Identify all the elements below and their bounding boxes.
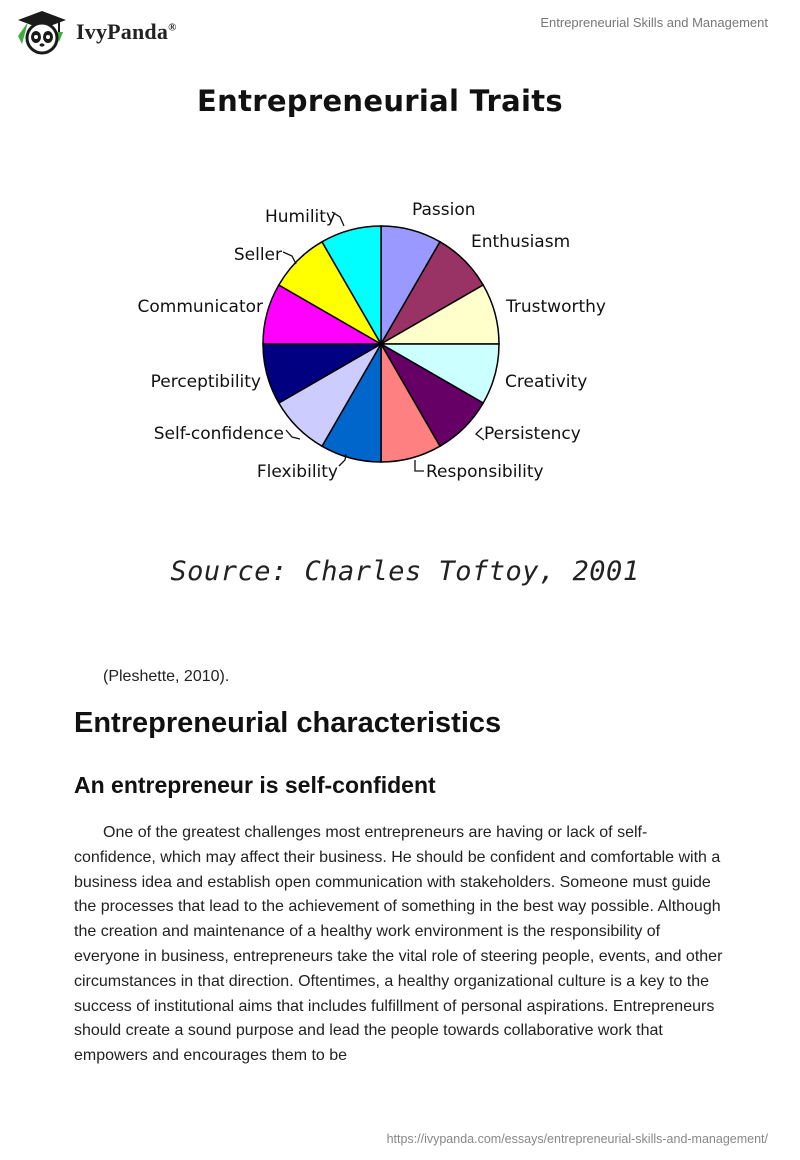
slice-label-seller: Seller: [233, 245, 282, 265]
slice-label-self-confidence: Self-confidence: [153, 424, 284, 444]
slice-label-responsibility: Responsibility: [426, 462, 544, 482]
figure-source: Source: Charles Toftoy, 2001: [170, 556, 640, 587]
persistency-leader-line: [476, 428, 484, 440]
slice-label-perceptibility: Perceptibility: [150, 372, 261, 392]
ivypanda-logo[interactable]: [14, 8, 177, 56]
section-heading: Entrepreneurial characteristics: [74, 707, 502, 739]
slice-label-trustworthy: Trustworthy: [506, 297, 606, 317]
slice-label-humility: Humility: [264, 207, 336, 227]
page-header: [0, 0, 800, 62]
responsibility-leader-line: [415, 460, 424, 471]
seller-leader-line: [283, 252, 296, 264]
entrepreneurial-traits-figure: [0, 62, 800, 642]
footer-url[interactable]: https://ivypanda.com/essays/entrepreneurial-skills-and-management/: [386, 1132, 768, 1146]
traits-pie-chart: [0, 62, 800, 622]
panda-graduate-icon: [14, 8, 70, 56]
citation: (Pleshette, 2010).: [103, 668, 230, 685]
self-confidence-leader-line: [286, 430, 300, 439]
subsection-heading: An entrepreneur is self-confident: [74, 772, 436, 798]
slice-label-enthusiasm: Enthusiasm: [471, 232, 571, 252]
slice-label-persistency: Persistency: [484, 424, 581, 444]
slice-label-flexibility: Flexibility: [256, 462, 338, 482]
logo-wordmark: IvyPanda®: [76, 19, 177, 44]
body-paragraph: One of the greatest challenges most entrepreneurs are having or lack of self-confidence, which may affect their business. He should be confident and comfortable with a business idea and establish open communication with stakeholders. Someone must guide the processes that lead to the achievement of something in the best way possible. Although the creation and maintenance of a healthy work environment is the responsibility of everyone in business, entrepreneurs take the vital role of steering people, events, and other circumstances in that direction. Oftentimes, a healthy organizational culture is a key to the success of institutional aims that includes fulfillment of personal aspirations. Entrepreneurs should create a sound purpose and lead the people towards collaborative work that empowers and encourages them to be: [74, 824, 723, 1065]
document-title: Entrepreneurial Skills and Management: [540, 15, 768, 30]
figure-title: Entrepreneurial Traits: [197, 84, 563, 118]
slice-label-passion: Passion: [412, 200, 476, 220]
slice-label-communicator: Communicator: [137, 297, 263, 317]
slice-label-creativity: Creativity: [505, 372, 588, 392]
